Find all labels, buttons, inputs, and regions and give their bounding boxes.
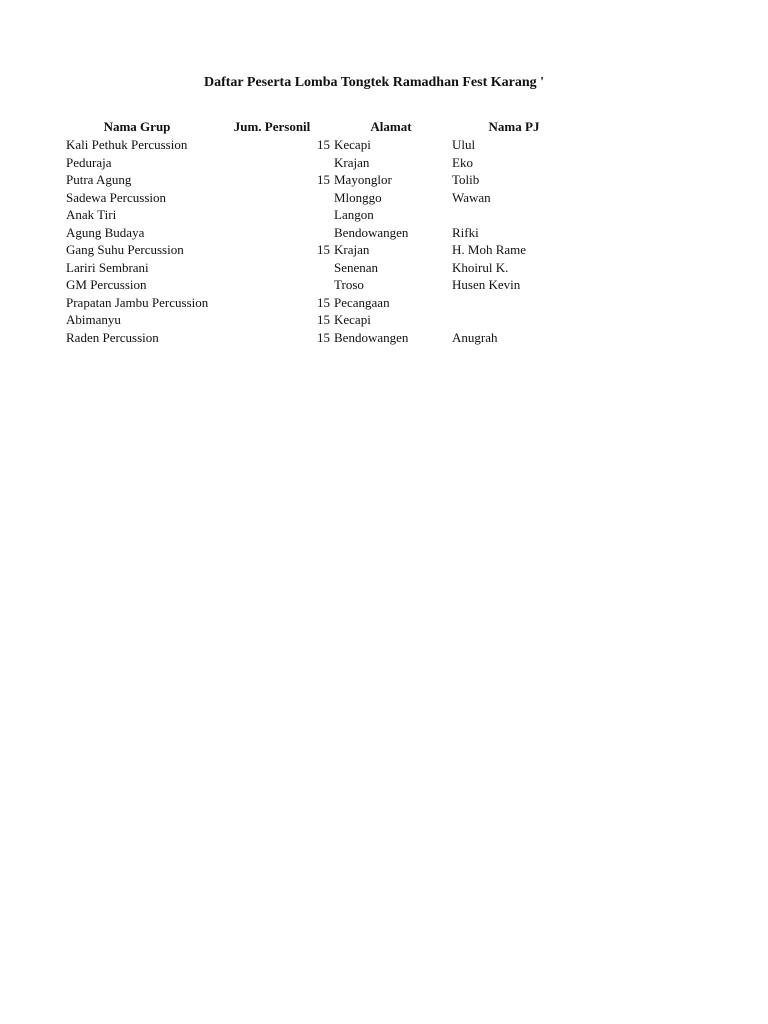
cell-jum-personil: 15 [317,172,330,187]
table-row [0,224,768,242]
cell-nama-pj: Anugrah [452,329,498,345]
cell-nama-pj: Wawan [452,189,491,205]
cell-alamat: Bendowangen [334,329,409,345]
cell-nama-grup: Raden Percussion [66,329,159,345]
cell-jum-personil [216,224,330,242]
cell-nama-grup: Abimanyu [66,312,121,327]
table-row [0,311,768,329]
cell-alamat: Krajan [334,242,370,257]
cell-nama-grup: Agung Budaya [66,224,145,240]
cell-nama-pj: Khoirul K. [452,259,509,275]
header-alamat: Alamat [370,119,412,134]
cell-nama-grup: Kali Pethuk Percussion [66,137,188,152]
cell-nama-grup: Gang Suhu Percussion [66,242,184,257]
document-title: Daftar Peserta Lomba Tongtek Ramadhan Fest Karang ' [204,75,545,90]
header-nama-pj: Nama PJ [488,119,540,134]
cell-alamat: Senenan [334,259,379,275]
cell-nama-grup: Lariri Sembrani [66,259,149,275]
cell-nama-grup: Prapatan Jambu Percussion [66,294,209,310]
cell-alamat: Kecapi [334,137,371,152]
cell-nama-pj [452,311,576,329]
cell-nama-pj [452,294,576,312]
header-nama-grup: Nama Grup [103,119,171,134]
cell-jum-personil [216,276,330,294]
table-row [0,259,768,277]
table-row [0,241,768,259]
cell-nama-grup: Sadewa Percussion [66,189,167,205]
table-row [0,189,768,207]
cell-nama-pj: Husen Kevin [452,277,521,292]
cell-jum-personil [216,189,330,207]
cell-nama-pj: Tolib [452,172,480,187]
table-row [0,329,768,347]
cell-jum-personil: 15 [317,242,330,257]
cell-nama-grup: Putra Agung [66,172,132,187]
cell-jum-personil [216,206,330,224]
cell-nama-grup: GM Percussion [66,277,147,292]
table-row [0,276,768,294]
cell-nama-pj [452,206,576,224]
cell-alamat: Kecapi [334,312,371,327]
cell-alamat: Mayonglor [334,172,392,187]
cell-jum-personil: 15 [317,294,330,310]
cell-jum-personil [216,154,330,172]
cell-alamat: Krajan [334,154,370,170]
cell-alamat: Pecangaan [334,294,390,310]
cell-jum-personil: 15 [317,312,330,327]
cell-nama-pj: Eko [452,154,473,170]
cell-jum-personil: 15 [317,329,330,345]
table-row [0,206,768,224]
cell-alamat: Mlonggo [334,189,382,205]
table-row [0,136,768,154]
cell-jum-personil [216,259,330,277]
table-body [0,136,768,346]
cell-nama-grup: Anak Tiri [66,207,117,222]
header-jum-personil: Jum. Personil [233,119,311,134]
table-row [0,171,768,189]
cell-alamat: Troso [334,277,364,292]
cell-jum-personil: 15 [317,137,330,152]
cell-nama-pj: Ulul [452,137,476,152]
cell-alamat: Bendowangen [334,224,409,240]
cell-nama-pj: Rifki [452,224,479,240]
cell-alamat: Langon [334,207,374,222]
table-row [0,154,768,172]
cell-nama-pj: H. Moh Rame [452,242,527,257]
cell-nama-grup: Peduraja [66,154,112,170]
table-row [0,294,768,312]
